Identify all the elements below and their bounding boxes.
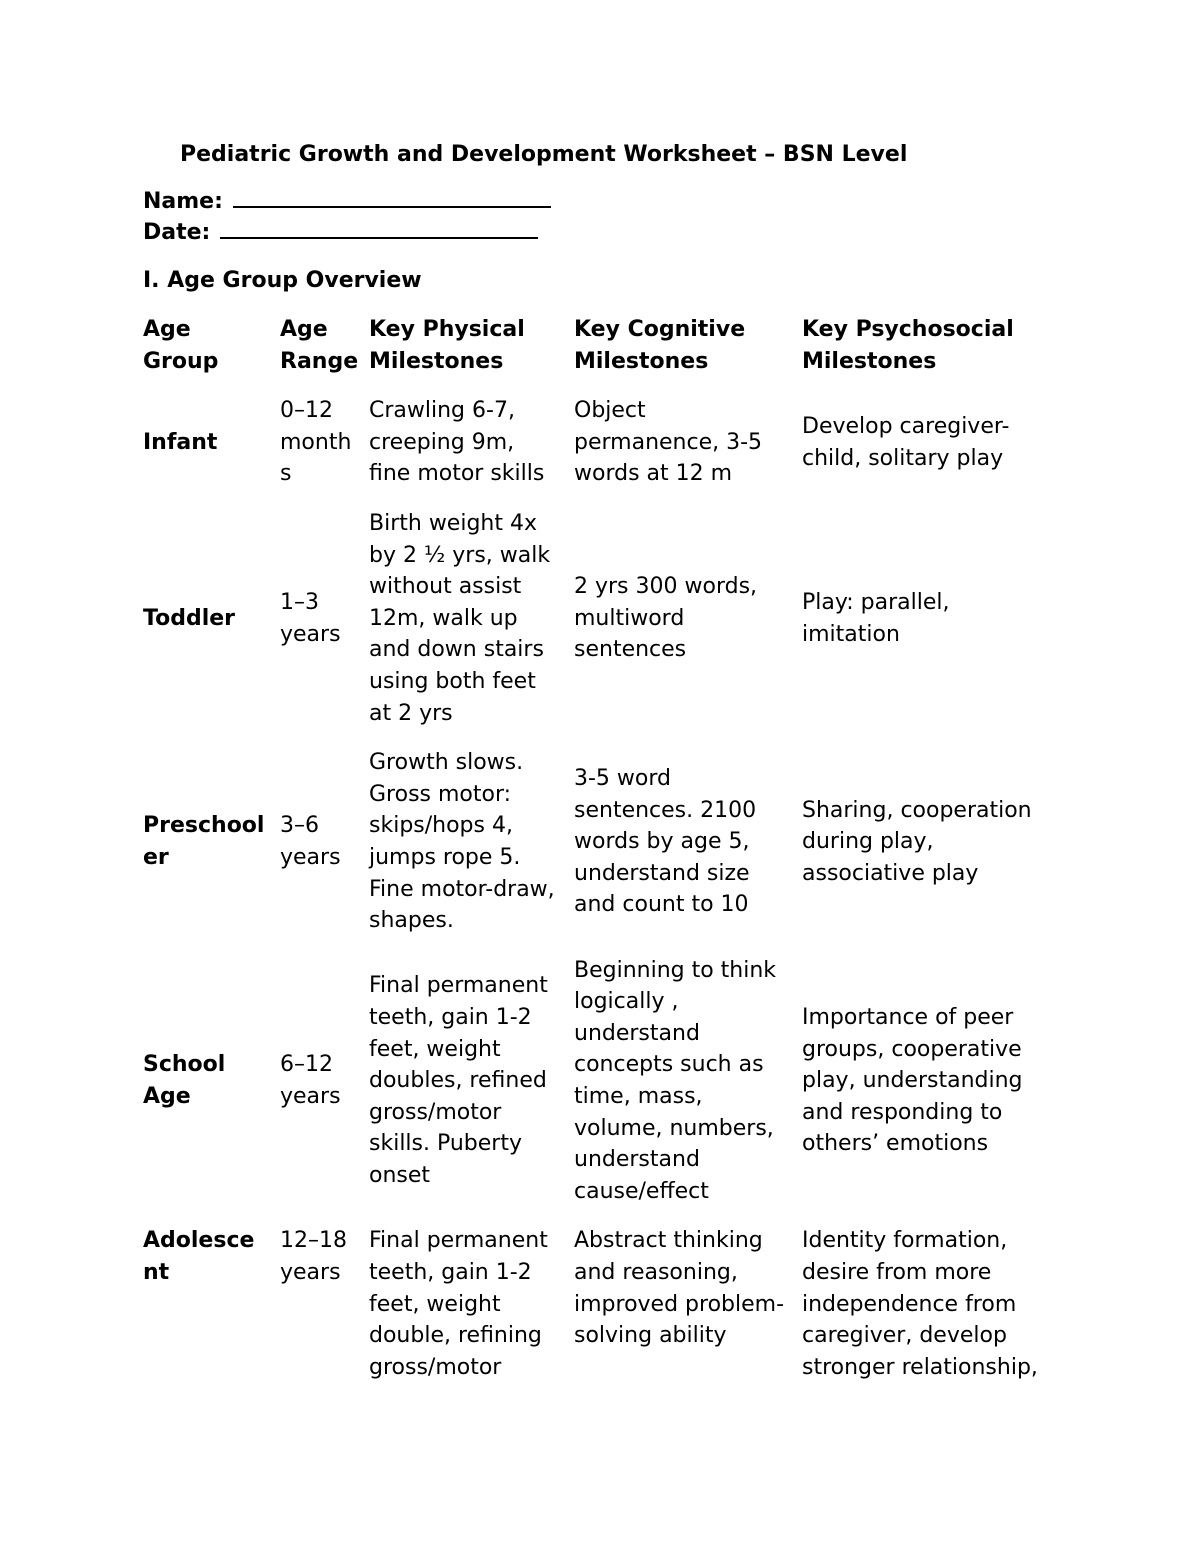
- cell-text-line: multiword: [574, 605, 685, 631]
- name-label: Name:: [143, 189, 223, 214]
- cell-text-line: fine motor skills: [369, 461, 545, 487]
- cell-text-line: others’ emotions: [802, 1131, 989, 1157]
- cell-physical-milestones: [369, 499, 574, 738]
- cell-text-line: years: [280, 1260, 341, 1286]
- cell-text-line: Birth weight 4x: [369, 510, 537, 536]
- cell-physical-milestones: [369, 1216, 574, 1392]
- cell-text-line: Key Cognitive: [574, 317, 746, 342]
- cell-psychosocial-milestones: [802, 386, 1092, 499]
- cell-text-line: teeth, gain 1-2: [369, 1260, 532, 1286]
- cell-text-line: groups, cooperative: [802, 1036, 1022, 1062]
- cell-text-line: skills. Puberty: [369, 1131, 523, 1157]
- cell-text-line: gross/motor: [369, 1099, 502, 1125]
- cell-text-line: Develop caregiver-: [802, 413, 1010, 439]
- cell-cognitive-milestones: [574, 1216, 802, 1392]
- cell-text-line: by 2 ½ yrs, walk: [369, 542, 551, 568]
- cell-text-line: 0–12: [280, 398, 333, 424]
- cell-text-line: er: [143, 844, 169, 870]
- cell-text-line: month: [280, 429, 352, 455]
- header-age-range: [280, 305, 369, 386]
- cell-text-line: sentences: [574, 637, 687, 663]
- date-label: Date:: [143, 220, 211, 245]
- cell-text-line: jumps rope 5.: [369, 844, 521, 870]
- cell-text-line: improved problem-: [574, 1291, 785, 1317]
- table-row: [143, 1216, 1092, 1392]
- table-row: [143, 738, 1092, 946]
- cell-text-line: Key Psychosocial: [802, 317, 1014, 342]
- cell-text-line: feet, weight: [369, 1036, 501, 1062]
- cell-text-line: teeth, gain 1-2: [369, 1005, 532, 1031]
- cell-text-line: Final permanent: [369, 1228, 548, 1254]
- table-row: [143, 386, 1092, 499]
- table-row: [143, 946, 1092, 1217]
- cell-text-line: School: [143, 1052, 226, 1078]
- cell-text-line: 12m, walk up: [369, 605, 518, 631]
- cell-text-line: child, solitary play: [802, 445, 1004, 471]
- cell-cognitive-milestones: [574, 499, 802, 738]
- cell-text-line: Identity formation,: [802, 1228, 1008, 1254]
- cell-text-line: at 2 yrs: [369, 700, 453, 726]
- cell-text-line: 2 yrs 300 words,: [574, 574, 758, 600]
- cell-text-line: Final permanent: [369, 973, 548, 999]
- cell-text-line: onset: [369, 1163, 431, 1189]
- cell-age-group: [143, 946, 280, 1217]
- cell-text-line: logically ,: [574, 989, 679, 1015]
- cell-text-line: Gross motor:: [369, 781, 512, 807]
- cell-text-line: imitation: [802, 621, 900, 647]
- cell-age-range: [280, 386, 369, 499]
- date-blank-line[interactable]: [220, 217, 538, 239]
- header-cognitive-milestones: [574, 305, 802, 386]
- cell-text-line: using both feet: [369, 668, 536, 694]
- name-field: [143, 186, 551, 218]
- cell-text-line: Abstract thinking: [574, 1228, 763, 1254]
- cell-text-line: understand: [574, 1020, 700, 1046]
- cell-text-line: Key Physical: [369, 317, 525, 342]
- cell-text-line: concepts such as: [574, 1052, 764, 1078]
- cell-text-line: and count to 10: [574, 892, 749, 918]
- page-title: Pediatric Growth and Development Worksheet – BSN Level: [180, 142, 908, 167]
- cell-text-line: years: [280, 1084, 341, 1110]
- cell-text-line: feet, weight: [369, 1291, 501, 1317]
- cell-text-line: shapes.: [369, 908, 454, 934]
- table-row: [143, 499, 1092, 738]
- cell-physical-milestones: [369, 946, 574, 1217]
- cell-text-line: years: [280, 621, 341, 647]
- cell-psychosocial-milestones: [802, 946, 1092, 1217]
- cell-cognitive-milestones: [574, 946, 802, 1217]
- cell-text-line: Age: [143, 1084, 191, 1110]
- cell-age-group: [143, 386, 280, 499]
- cell-physical-milestones: [369, 738, 574, 946]
- cell-text-line: permanence, 3-5: [574, 429, 763, 455]
- cell-text-line: Range: [280, 348, 359, 374]
- cell-age-group: [143, 738, 280, 946]
- cell-text-line: words at 12 m: [574, 461, 733, 487]
- cell-text-line: Importance of peer: [802, 1005, 1014, 1031]
- cell-psychosocial-milestones: [802, 738, 1092, 946]
- cell-text-line: double, refining: [369, 1323, 542, 1349]
- cell-text-line: Age: [280, 317, 328, 342]
- cell-age-range: [280, 499, 369, 738]
- cell-age-range: [280, 946, 369, 1217]
- section-heading: I. Age Group Overview: [143, 268, 422, 293]
- cell-age-group: [143, 499, 280, 738]
- cell-text-line: s: [280, 461, 292, 487]
- cell-text-line: 12–18: [280, 1228, 347, 1254]
- cell-text-line: Sharing, cooperation: [802, 797, 1032, 823]
- cell-text-line: Beginning to think: [574, 957, 777, 983]
- cell-text-line: Growth slows.: [369, 750, 524, 776]
- cell-text-line: years: [280, 844, 341, 870]
- cell-text-line: volume, numbers,: [574, 1115, 774, 1141]
- cell-text-line: stronger relationship,: [802, 1354, 1038, 1380]
- cell-text-line: creeping 9m,: [369, 429, 515, 455]
- cell-age-range: [280, 738, 369, 946]
- cell-text-line: gross/motor: [369, 1354, 502, 1380]
- cell-text-line: 3–6: [280, 813, 319, 839]
- cell-text-line: independence from: [802, 1291, 1017, 1317]
- cell-text-line: Preschool: [143, 813, 265, 839]
- cell-text-line: Object: [574, 398, 646, 424]
- cell-text-line: Play: parallel,: [802, 589, 950, 615]
- cell-text-line: desire from more: [802, 1260, 992, 1286]
- cell-text-line: Group: [143, 348, 219, 374]
- header-age-group: [143, 305, 280, 386]
- cell-text-line: nt: [143, 1260, 170, 1286]
- cell-text-line: skips/hops 4,: [369, 813, 513, 839]
- cell-text-line: Crawling 6-7,: [369, 398, 515, 424]
- table-header-row: [143, 305, 1092, 386]
- cell-cognitive-milestones: [574, 386, 802, 499]
- cell-text-line: doubles, refined: [369, 1068, 547, 1094]
- cell-text-line: Milestones: [369, 348, 504, 374]
- cell-physical-milestones: [369, 386, 574, 499]
- cell-text-line: without assist: [369, 574, 522, 600]
- name-blank-line[interactable]: [233, 186, 551, 208]
- cell-text-line: Age: [143, 317, 191, 342]
- cell-text-line: Adolesce: [143, 1228, 255, 1254]
- cell-age-group: [143, 1216, 280, 1392]
- cell-text-line: Milestones: [574, 348, 709, 374]
- cell-text-line: understand size: [574, 860, 750, 886]
- cell-text-line: and down stairs: [369, 637, 544, 663]
- cell-text-line: solving ability: [574, 1323, 727, 1349]
- cell-text-line: Toddler: [143, 605, 236, 631]
- cell-age-range: [280, 1216, 369, 1392]
- cell-text-line: Infant: [143, 429, 218, 455]
- cell-psychosocial-milestones: [802, 1216, 1092, 1392]
- cell-psychosocial-milestones: [802, 499, 1092, 738]
- cell-text-line: cause/effect: [574, 1178, 709, 1204]
- header-psychosocial-milestones: [802, 305, 1092, 386]
- cell-text-line: time, mass,: [574, 1084, 703, 1110]
- cell-text-line: understand: [574, 1147, 700, 1173]
- cell-text-line: associative play: [802, 860, 979, 886]
- cell-text-line: 6–12: [280, 1052, 333, 1078]
- cell-text-line: 3-5 word: [574, 765, 672, 791]
- age-group-table: [143, 305, 1092, 1392]
- header-physical-milestones: [369, 305, 574, 386]
- cell-text-line: Fine motor-draw,: [369, 876, 555, 902]
- cell-text-line: sentences. 2100: [574, 797, 757, 823]
- cell-text-line: caregiver, develop: [802, 1323, 1007, 1349]
- date-field: [143, 217, 538, 249]
- cell-text-line: and reasoning,: [574, 1260, 738, 1286]
- cell-text-line: and responding to: [802, 1099, 1003, 1125]
- cell-text-line: play, understanding: [802, 1068, 1023, 1094]
- cell-cognitive-milestones: [574, 738, 802, 946]
- cell-text-line: Milestones: [802, 348, 937, 374]
- cell-text-line: 1–3: [280, 589, 319, 615]
- cell-text-line: words by age 5,: [574, 829, 750, 855]
- cell-text-line: during play,: [802, 829, 934, 855]
